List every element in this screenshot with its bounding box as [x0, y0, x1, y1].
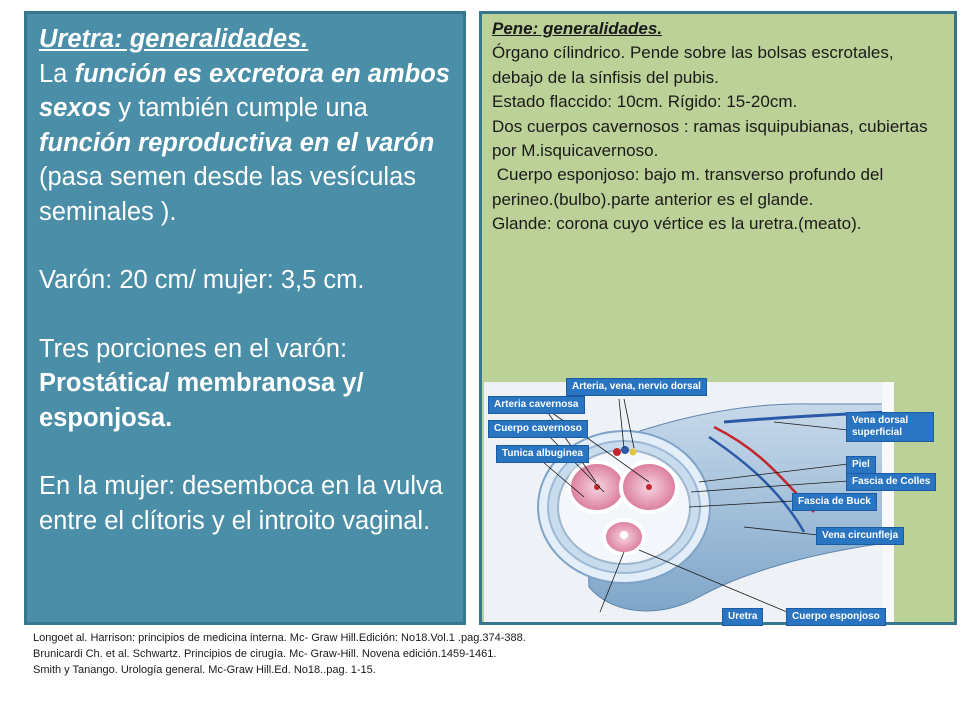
- label-corpus-cavernosum: Cuerpo cavernoso: [488, 420, 588, 438]
- penis-line-spongy: Cuerpo esponjoso: bajo m. transverso profundo del perineo.(bulbo).parte anterior es el glande.: [492, 165, 888, 209]
- label-corpus-spongiosum: Cuerpo esponjoso: [786, 608, 886, 626]
- urethra-title: Uretra: generalidades.: [39, 25, 309, 53]
- penis-title: Pene: generalidades.: [492, 19, 663, 38]
- label-dorsal-vessels: Arteria, vena, nervio dorsal: [566, 378, 707, 396]
- urethra-function-text: La función es excretora en ambos sexos y también cumple una función reproductiva en el varón (pasa semen desde las vesículas seminales ).: [39, 59, 450, 226]
- label-urethra: Uretra: [722, 608, 763, 626]
- label-circumflex-vein: Vena circunfleja: [816, 527, 904, 545]
- urethra-female-text: En la mujer: desemboca en la vulva entre el clítoris y el introito vaginal.: [39, 472, 443, 535]
- label-colles-fascia: Fascia de Colles: [846, 473, 936, 491]
- urethra-portions-intro: Tres porciones en el varón:: [39, 334, 348, 363]
- label-bucks-fascia: Fascia de Buck: [792, 493, 877, 511]
- reference-item: Smith y Tanango. Urología general. Mc-Graw Hill.Ed. No18..pag. 1-15.: [33, 664, 376, 676]
- penis-cross-section-figure: [484, 381, 931, 622]
- reference-item: Longoet al. Harrison: principios de medicina interna. Mc- Graw Hill.Edición: No18.Vol.1 .pag.374-388.: [33, 632, 526, 644]
- label-skin: Piel: [846, 456, 876, 474]
- penis-line-organ: Órgano cílindrico. Pende sobre las bolsas escrotales, debajo de la sínfisis del pubis.: [492, 43, 894, 87]
- penis-line-size: Estado flaccido: 10cm. Rígido: 15-20cm.: [492, 92, 798, 112]
- label-cavernous-artery: Arteria cavernosa: [488, 396, 585, 414]
- references: [33, 630, 526, 678]
- urethra-portions-list: Prostática/ membranosa y/ esponjosa.: [39, 369, 364, 432]
- label-tunica-albuginea: Tunica albuginea: [496, 445, 589, 463]
- urethra-length-text: Varón: 20 cm/ mujer: 3,5 cm.: [39, 266, 365, 294]
- penis-line-cavernous: Dos cuerpos cavernosos : ramas isquipubianas, cubiertas por M.isquicavernoso.: [492, 116, 928, 161]
- urethra-panel: [24, 11, 466, 625]
- label-superficial-dorsal-vein: Vena dorsal superficial: [846, 412, 934, 442]
- penis-line-glans: Glande: corona cuyo vértice es la uretra.(meato).: [492, 214, 862, 234]
- reference-item: Brunicardi Ch. et al. Schwartz. Principios de cirugía. Mc- Graw-Hill. Novena edición.1459-1461.: [33, 648, 497, 660]
